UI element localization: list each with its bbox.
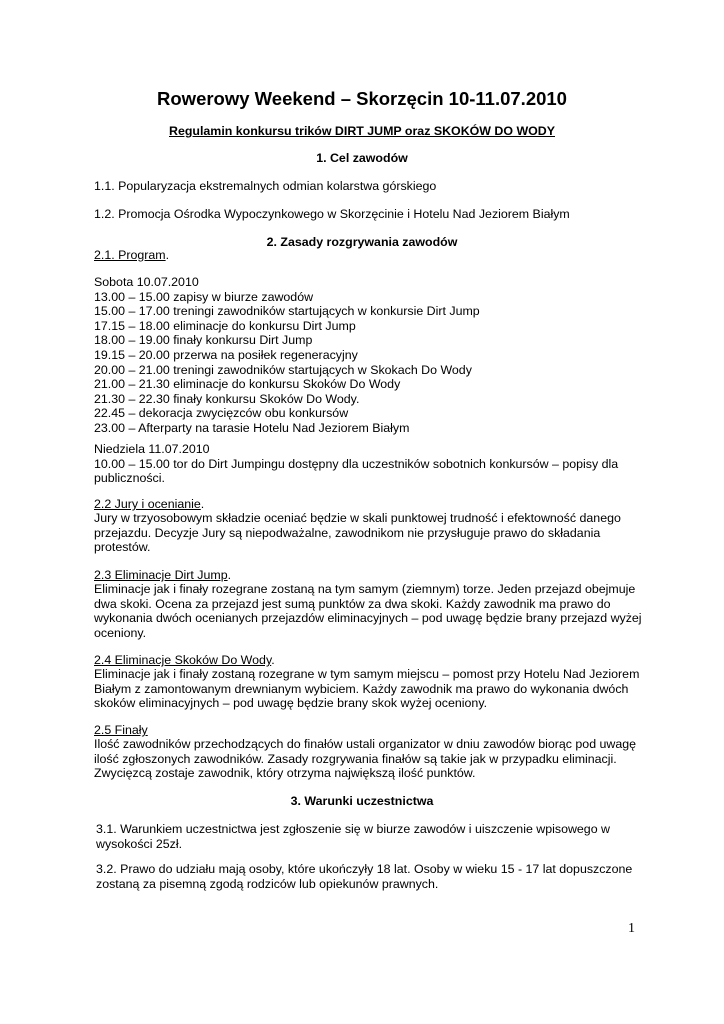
document-subtitle: Regulamin konkursu trików DIRT JUMP oraz SKOKÓW DO WODY xyxy=(169,124,555,138)
text-line: Białym z zamontowanym drewnianym wybiciem. Każdy zawodnik ma prawo do wykonania dwóch xyxy=(94,681,629,696)
schedule-line: Sobota 10.07.2010 xyxy=(94,275,199,289)
jury-heading-text: 2.2 Jury i ocenianie xyxy=(94,497,201,511)
schedule-line: 21.00 – 21.30 eliminacje do konkursu Skoków Do Wody xyxy=(94,377,401,392)
text-line: 3.2. Prawo do udziału mają osoby, które ukończyły 18 lat. Osoby w wieku 15 - 17 lat dopuszczone xyxy=(96,862,633,876)
text-line: Zwycięzcą zostaje zawodnik, który otrzyma największą ilość punktów. xyxy=(94,766,476,781)
text-line: Eliminacje jak i finały zostaną rozegrane w tym samym miejscu – pomost przy Hotelu Nad Jeziorem xyxy=(94,667,640,681)
water-jump-heading: 2.4 Eliminacje Skoków Do Wody. xyxy=(94,653,275,667)
schedule-line: 18.00 – 19.00 finały konkursu Dirt Jump xyxy=(94,333,313,348)
text-line: przejazdu. Decyzje Jury są niepodważalne, zawodnikom nie przysługuje prawo do składania xyxy=(94,525,601,540)
schedule-line: 13.00 – 15.00 zapisy w biurze zawodów xyxy=(94,289,314,304)
program-heading-text: 2.1. Program xyxy=(94,248,166,262)
section-3-2 xyxy=(96,862,633,891)
saturday-schedule xyxy=(94,275,624,436)
text-line: wykonania dwóch ocenianych przejazdów eliminacyjnych – pod uwagę będzie brany przejazd wyżej xyxy=(94,611,642,626)
section-1-2: 1.2. Promocja Ośrodka Wypoczynkowego w Skorzęcinie i Hotelu Nad Jeziorem Białym xyxy=(94,207,570,221)
jury-text xyxy=(94,511,624,555)
text-line: zostaną za pisemną zgodą rodziców lub opiekunów prawnych. xyxy=(96,876,439,891)
dirt-jump-heading-text: 2.3 Eliminacje Dirt Jump xyxy=(94,568,228,582)
section-3-1 xyxy=(96,822,626,851)
jury-heading: 2.2 Jury i ocenianie. xyxy=(94,497,205,511)
program-heading: 2.1. Program. xyxy=(94,248,170,262)
section-1-1: 1.1. Popularyzacja ekstremalnych odmian kolarstwa górskiego xyxy=(94,179,437,193)
finals-text xyxy=(94,737,637,781)
text-line: ilość zgłoszonych zawodników. Zasady rozgrywania finałów są takie jak w przypadku eliminacji. xyxy=(94,751,617,766)
text-line: Eliminacje jak i finały rozegrane zostaną na tym samym (ziemnym) torze. Jeden przejazd obejmuje xyxy=(94,582,636,596)
section-3-heading: 3. Warunki uczestnictwa xyxy=(290,794,434,808)
document-title: Rowerowy Weekend – Skorzęcin 10-11.07.2010 xyxy=(157,88,567,109)
schedule-line: publiczności. xyxy=(94,471,165,486)
schedule-line: 19.15 – 20.00 przerwa na posiłek regeneracyjny xyxy=(94,347,358,362)
schedule-line: 15.00 – 17.00 treningi zawodników startujących w konkursie Dirt Jump xyxy=(94,304,480,319)
dirt-jump-text xyxy=(94,582,642,640)
finals-heading xyxy=(94,723,624,738)
text-line: protestów. xyxy=(94,540,151,555)
schedule-line: 20.00 – 21.00 treningi zawodników startujących w Skokach Do Wody xyxy=(94,362,472,377)
text-line: Ilość zawodników przechodzących do finałów ustali organizator w dniu zawodów biorąc pod uwagę xyxy=(94,737,637,751)
text-line: 3.1. Warunkiem uczestnictwa jest zgłoszenie się w biurze zawodów i uiszczenie wpisowego w xyxy=(96,822,610,836)
text-line: dwa skoki. Ocena za przejazd jest sumą punktów za dwa skoki. Każdy zawodnik ma prawo do xyxy=(94,596,611,611)
sunday-schedule xyxy=(94,442,624,486)
finals-heading-text: 2.5 Finały xyxy=(94,723,148,737)
page-number: 1 xyxy=(628,921,635,936)
text-line: Jury w trzyosobowym składzie oceniać będzie w skali punktowej trudność i efektowność danego xyxy=(94,511,621,525)
schedule-line: 22.45 – dekoracja zwycięzców obu konkursów xyxy=(94,406,349,421)
water-jump-text xyxy=(94,667,640,711)
schedule-line: 21.30 – 22.30 finały konkursu Skoków Do Wody. xyxy=(94,391,360,406)
section-1-heading: 1. Cel zawodów xyxy=(316,151,408,165)
water-jump-heading-text: 2.4 Eliminacje Skoków Do Wody xyxy=(94,653,272,667)
section-2-heading: 2. Zasady rozgrywania zawodów xyxy=(266,235,458,249)
schedule-line: 10.00 – 15.00 tor do Dirt Jumpingu dostępny dla uczestników sobotnich konkursów – popisy dla xyxy=(94,456,619,471)
schedule-line: Niedziela 11.07.2010 xyxy=(94,442,210,456)
schedule-line: 17.15 – 18.00 eliminacje do konkursu Dirt Jump xyxy=(94,318,356,333)
schedule-line: 23.00 – Afterparty na tarasie Hotelu Nad Jeziorem Białym xyxy=(94,420,410,435)
text-line: wysokości 25zł. xyxy=(96,836,183,851)
text-line: skoków eliminacyjnych – pod uwagę będzie brany skok wyżej oceniony. xyxy=(94,696,488,711)
text-line: oceniony. xyxy=(94,625,147,640)
dirt-jump-heading: 2.3 Eliminacje Dirt Jump. xyxy=(94,568,232,582)
